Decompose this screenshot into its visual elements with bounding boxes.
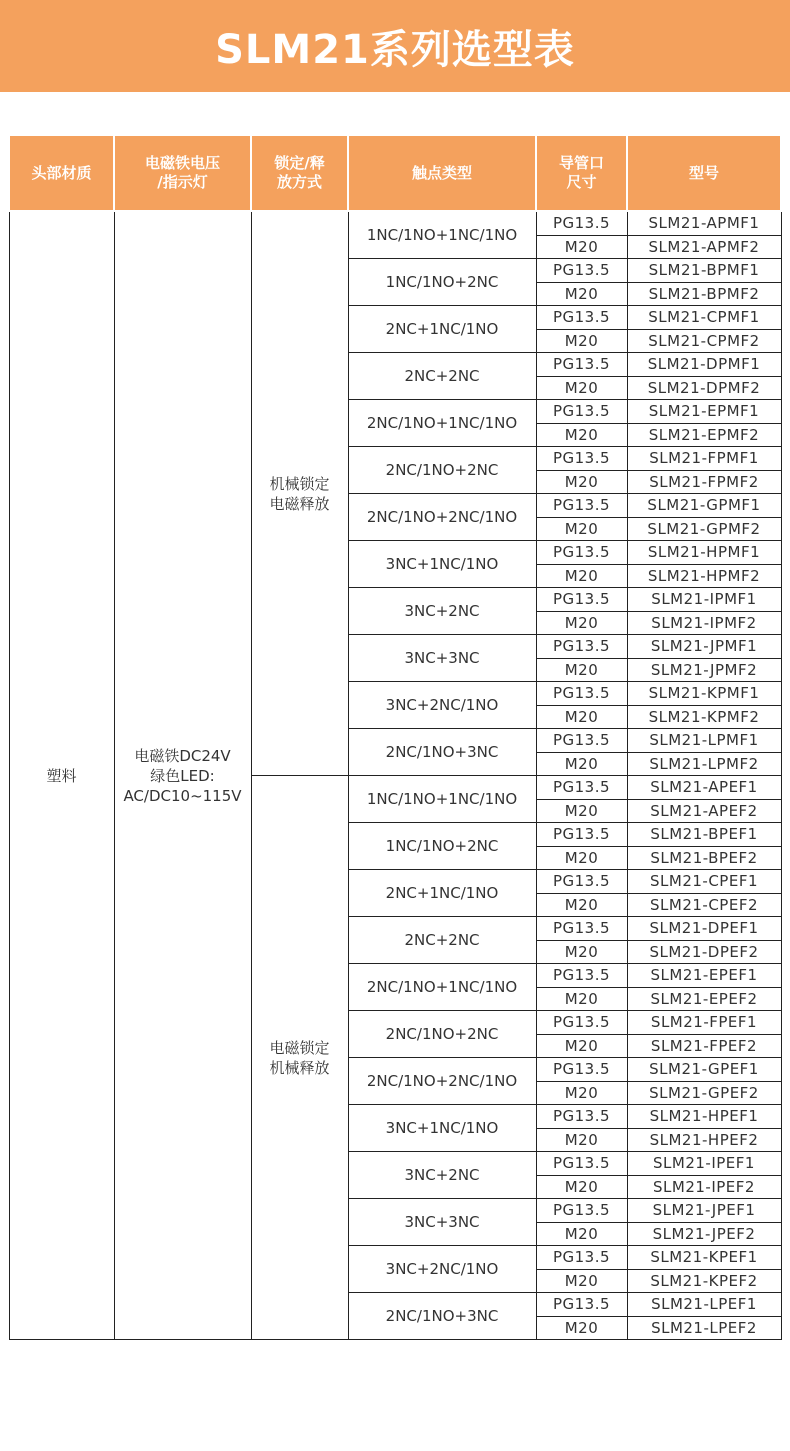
model-cell: SLM21-APEF2 [627, 799, 781, 823]
model-cell: SLM21-KPEF1 [627, 1246, 781, 1270]
conduit-size-cell: PG13.5 [536, 1152, 627, 1176]
voltage-cell [114, 211, 251, 1340]
model-cell: SLM21-CPMF1 [627, 306, 781, 330]
lock-mode-line: 电磁释放 [269, 494, 330, 513]
conduit-size-cell: M20 [536, 987, 627, 1011]
model-cell: SLM21-IPEF1 [627, 1152, 781, 1176]
conduit-size-cell: M20 [536, 1269, 627, 1293]
conduit-size-cell: PG13.5 [536, 1058, 627, 1082]
header-conduit-line-1: 导管口 [558, 154, 604, 172]
page-title: SLM21系列选型表 [215, 26, 575, 73]
model-cell: SLM21-HPEF1 [627, 1105, 781, 1129]
model-cell: SLM21-DPMF2 [627, 376, 781, 400]
conduit-size-cell: M20 [536, 893, 627, 917]
conduit-size-cell: PG13.5 [536, 306, 627, 330]
model-cell: SLM21-APMF2 [627, 235, 781, 259]
model-cell: SLM21-EPEF2 [627, 987, 781, 1011]
table-row [9, 211, 781, 235]
model-cell: SLM21-JPEF2 [627, 1222, 781, 1246]
lock-mode-line: 电磁锁定 [269, 1038, 330, 1057]
model-cell: SLM21-DPEF1 [627, 917, 781, 941]
conduit-size-cell: M20 [536, 940, 627, 964]
contact-type-cell: 3NC+3NC [348, 1199, 536, 1246]
model-cell: SLM21-HPEF2 [627, 1128, 781, 1152]
contact-type-cell: 3NC+2NC/1NO [348, 1246, 536, 1293]
conduit-size-cell: PG13.5 [536, 823, 627, 847]
model-cell: SLM21-LPMF2 [627, 752, 781, 776]
model-cell: SLM21-BPEF1 [627, 823, 781, 847]
conduit-size-cell: PG13.5 [536, 400, 627, 424]
conduit-size-cell: M20 [536, 329, 627, 353]
model-cell: SLM21-GPEF2 [627, 1081, 781, 1105]
model-cell: SLM21-GPMF1 [627, 494, 781, 518]
header-voltage-line-2: /指示灯 [157, 173, 208, 191]
title-banner [0, 0, 790, 92]
conduit-size-cell: M20 [536, 846, 627, 870]
conduit-size-cell: PG13.5 [536, 494, 627, 518]
model-cell: SLM21-FPEF2 [627, 1034, 781, 1058]
lock-mode-line: 机械锁定 [269, 474, 330, 493]
model-cell: SLM21-JPMF2 [627, 658, 781, 682]
model-cell: SLM21-KPMF1 [627, 682, 781, 706]
conduit-size-cell: PG13.5 [536, 964, 627, 988]
contact-type-cell: 2NC/1NO+3NC [348, 729, 536, 776]
contact-type-cell: 2NC+2NC [348, 917, 536, 964]
conduit-size-cell: PG13.5 [536, 447, 627, 471]
conduit-size-cell: M20 [536, 1175, 627, 1199]
contact-type-cell: 2NC/1NO+2NC [348, 1011, 536, 1058]
model-cell: SLM21-JPEF1 [627, 1199, 781, 1223]
conduit-size-cell: PG13.5 [536, 353, 627, 377]
header-lock-line-1: 锁定/释 [274, 154, 325, 172]
conduit-size-cell: M20 [536, 1222, 627, 1246]
header-material: 头部材质 [9, 135, 114, 211]
conduit-size-cell: PG13.5 [536, 1199, 627, 1223]
voltage-line: AC/DC10~115V [123, 786, 242, 805]
contact-type-cell: 2NC/1NO+2NC [348, 447, 536, 494]
contact-type-cell: 1NC/1NO+1NC/1NO [348, 776, 536, 823]
contact-type-cell: 3NC+2NC/1NO [348, 682, 536, 729]
model-cell: SLM21-CPEF2 [627, 893, 781, 917]
contact-type-cell: 1NC/1NO+2NC [348, 259, 536, 306]
table-body [9, 211, 781, 1340]
conduit-size-cell: M20 [536, 564, 627, 588]
model-cell: SLM21-IPMF2 [627, 611, 781, 635]
model-cell: SLM21-IPEF2 [627, 1175, 781, 1199]
model-cell: SLM21-APMF1 [627, 211, 781, 235]
voltage-line: 绿色LED: [150, 766, 215, 785]
conduit-size-cell: PG13.5 [536, 211, 627, 235]
contact-type-cell: 2NC+1NC/1NO [348, 306, 536, 353]
model-cell: SLM21-HPMF1 [627, 541, 781, 565]
conduit-size-cell: M20 [536, 611, 627, 635]
model-cell: SLM21-EPMF1 [627, 400, 781, 424]
conduit-size-cell: PG13.5 [536, 870, 627, 894]
conduit-size-cell: PG13.5 [536, 729, 627, 753]
model-cell: SLM21-APEF1 [627, 776, 781, 800]
conduit-size-cell: M20 [536, 470, 627, 494]
model-cell: SLM21-BPMF1 [627, 259, 781, 283]
conduit-size-cell: M20 [536, 517, 627, 541]
header-voltage-line-1: 电磁铁电压 [144, 154, 220, 172]
material-cell: 塑料 [9, 211, 114, 1340]
conduit-size-cell: M20 [536, 376, 627, 400]
header-contact-type: 触点类型 [348, 135, 536, 211]
selection-table [8, 134, 782, 1340]
voltage-line: 电磁铁DC24V [134, 746, 231, 765]
conduit-size-cell: PG13.5 [536, 635, 627, 659]
contact-type-cell: 3NC+1NC/1NO [348, 541, 536, 588]
header-conduit-line-2: 尺寸 [566, 173, 597, 191]
contact-type-cell: 3NC+1NC/1NO [348, 1105, 536, 1152]
header-model: 型号 [627, 135, 781, 211]
model-cell: SLM21-HPMF2 [627, 564, 781, 588]
contact-type-cell: 1NC/1NO+1NC/1NO [348, 211, 536, 259]
contact-type-cell: 2NC/1NO+2NC/1NO [348, 1058, 536, 1105]
conduit-size-cell: PG13.5 [536, 259, 627, 283]
header-conduit-size [536, 135, 627, 211]
header-voltage [114, 135, 251, 211]
model-cell: SLM21-FPMF1 [627, 447, 781, 471]
conduit-size-cell: M20 [536, 752, 627, 776]
conduit-size-cell: PG13.5 [536, 1011, 627, 1035]
model-cell: SLM21-IPMF1 [627, 588, 781, 612]
contact-type-cell: 3NC+2NC [348, 588, 536, 635]
conduit-size-cell: PG13.5 [536, 1246, 627, 1270]
contact-type-cell: 3NC+3NC [348, 635, 536, 682]
model-cell: SLM21-FPMF2 [627, 470, 781, 494]
conduit-size-cell: M20 [536, 1316, 627, 1340]
contact-type-cell: 2NC/1NO+3NC [348, 1293, 536, 1340]
conduit-size-cell: PG13.5 [536, 1105, 627, 1129]
header-lock-line-2: 放方式 [276, 173, 322, 191]
conduit-size-cell: M20 [536, 1081, 627, 1105]
conduit-size-cell: PG13.5 [536, 1293, 627, 1317]
model-cell: SLM21-KPMF2 [627, 705, 781, 729]
model-cell: SLM21-CPMF2 [627, 329, 781, 353]
contact-type-cell: 3NC+2NC [348, 1152, 536, 1199]
model-cell: SLM21-EPMF2 [627, 423, 781, 447]
conduit-size-cell: M20 [536, 1034, 627, 1058]
conduit-size-cell: PG13.5 [536, 917, 627, 941]
contact-type-cell: 2NC/1NO+2NC/1NO [348, 494, 536, 541]
contact-type-cell: 2NC/1NO+1NC/1NO [348, 400, 536, 447]
lock-mode-line: 机械释放 [269, 1058, 330, 1077]
model-cell: SLM21-KPEF2 [627, 1269, 781, 1293]
contact-type-cell: 1NC/1NO+2NC [348, 823, 536, 870]
model-cell: SLM21-GPEF1 [627, 1058, 781, 1082]
conduit-size-cell: M20 [536, 423, 627, 447]
model-cell: SLM21-LPEF2 [627, 1316, 781, 1340]
model-cell: SLM21-BPEF2 [627, 846, 781, 870]
model-cell: SLM21-DPEF2 [627, 940, 781, 964]
contact-type-cell: 2NC+1NC/1NO [348, 870, 536, 917]
contact-type-cell: 2NC/1NO+1NC/1NO [348, 964, 536, 1011]
model-cell: SLM21-FPEF1 [627, 1011, 781, 1035]
conduit-size-cell: PG13.5 [536, 541, 627, 565]
model-cell: SLM21-DPMF1 [627, 353, 781, 377]
conduit-size-cell: PG13.5 [536, 776, 627, 800]
model-cell: SLM21-BPMF2 [627, 282, 781, 306]
conduit-size-cell: M20 [536, 658, 627, 682]
lock-mode-cell [251, 776, 348, 1340]
lock-mode-cell [251, 211, 348, 776]
conduit-size-cell: M20 [536, 705, 627, 729]
header-lock-mode [251, 135, 348, 211]
conduit-size-cell: PG13.5 [536, 682, 627, 706]
model-cell: SLM21-CPEF1 [627, 870, 781, 894]
table-header-row [9, 135, 781, 211]
model-cell: SLM21-EPEF1 [627, 964, 781, 988]
conduit-size-cell: M20 [536, 282, 627, 306]
conduit-size-cell: PG13.5 [536, 588, 627, 612]
model-cell: SLM21-JPMF1 [627, 635, 781, 659]
model-cell: SLM21-GPMF2 [627, 517, 781, 541]
model-cell: SLM21-LPEF1 [627, 1293, 781, 1317]
contact-type-cell: 2NC+2NC [348, 353, 536, 400]
model-cell: SLM21-LPMF1 [627, 729, 781, 753]
conduit-size-cell: M20 [536, 1128, 627, 1152]
conduit-size-cell: M20 [536, 235, 627, 259]
conduit-size-cell: M20 [536, 799, 627, 823]
